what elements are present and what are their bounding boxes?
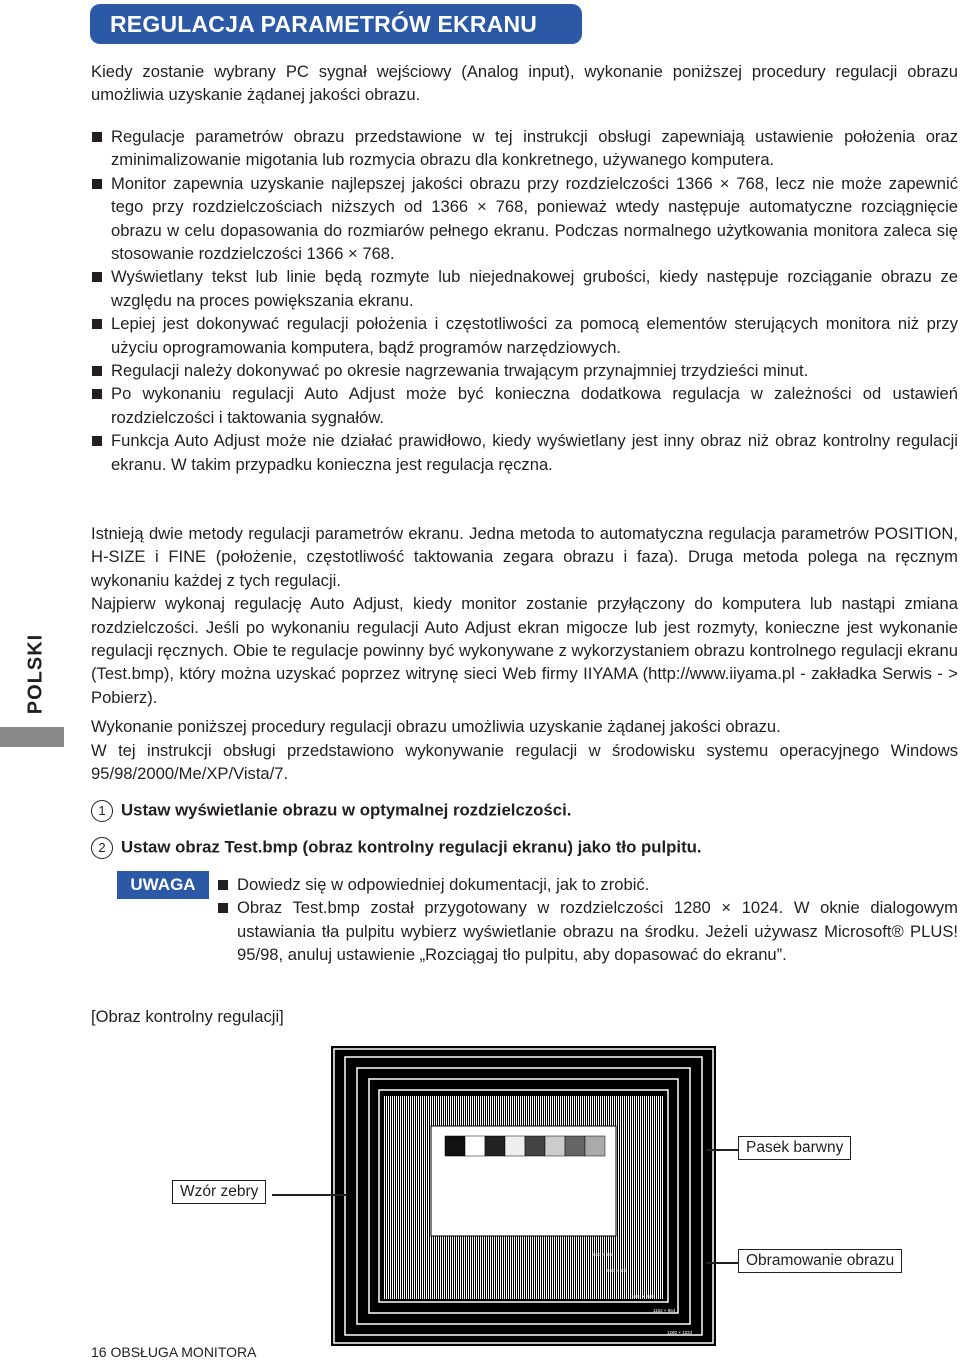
intro-paragraph [91,60,958,107]
list-item-text: Funkcja Auto Adjust może nie działać prawidłowo, kiedy wyświetlany jest inny obraz niż obraz kontrolny regulacji ekranu. W takim przypadku konieczna jest regulacja ręczna. [111,431,958,474]
windows-paragraph: W tej instrukcji obsługi przedstawiono wykonywanie regulacji w środowisku systemu operacyjnego Windows 95/98/2000/Me/XP/Vista/7. [91,740,958,784]
resolution-tag: 1280 × 1024 [667,1330,693,1335]
test-pattern-image [331,1046,716,1346]
resolution-tag: 800 × 600 [607,1268,628,1273]
color-bar-leader-line [706,1149,738,1151]
gray-swatch [545,1136,565,1156]
language-tab-bar [0,727,64,747]
list-item [217,873,958,896]
note-list-container [217,873,958,967]
gray-swatch [465,1136,485,1156]
language-tab-label: POLSKI [24,633,47,715]
gray-swatch [505,1136,525,1156]
list-item-text: Monitor zapewnia uzyskanie najlepszej jakości obrazu przy rozdzielczości 1366 × 768, lecz nie może zapewnić tego przy rozdzielczościach niższych od 1366 × 768, ponieważ wtedy następuje automatyczne rozciągnięcie obrazu w celu dopasowania do rozmiarów pełnego ekranu. Podczas normalnego użytkowania monitora zaleca się stosowanie rozdzielczości 1366 × 768. [111,173,958,264]
square-bullet-icon [218,880,228,890]
list-item [91,172,958,266]
square-bullet-icon [92,389,102,399]
list-item-text: Regulacje parametrów obrazu przedstawione w tej instrukcji obsługi zapewniają ustawienie położenia oraz zminimalizowanie migotania lub rozmycia obrazu dla konkretnego, używanego komputera. [111,127,958,170]
step-number-circle: 2 [91,837,113,859]
step-text: Ustaw wyświetlanie obrazu w optymalnej rozdzielczości. [121,800,572,820]
list-item-text: Dowiedz się w odpowiedniej dokumentacji, jak to zrobić. [237,875,650,894]
gray-swatch [565,1136,585,1156]
list-item [217,896,958,966]
methods-section [91,522,958,785]
list-item-text: Regulacji należy dokonywać po okresie nagrzewania trwającym przynajmniej trzydzieści minut. [111,361,809,381]
notes-list [91,125,958,476]
list-item [91,429,958,476]
notes-list-container [91,125,958,476]
frame-leader-line [706,1262,738,1264]
page-title: REGULACJA PARAMETRÓW EKRANU [90,4,582,44]
resolution-tag: 640 × 480 [593,1252,614,1257]
square-bullet-icon [218,903,228,913]
list-item-text: Wyświetlany tekst lub linie będą rozmyte lub niejednakowej grubości, kiedy następuje rozciąganie obrazu ze względu na proces powiększania ekranu. [111,267,958,310]
square-bullet-icon [92,272,102,282]
square-bullet-icon [92,179,102,189]
list-item-text: Po wykonaniu regulacji Auto Adjust może być konieczna dodatkowa regulacja w zależności od ustawień rozdzielczości i taktowania sygnałów. [111,384,958,427]
list-item-text: Lepiej jest dokonywać regulacji położenia i częstotliwości za pomocą elementów sterujących monitora niż przy użyciu oprogramowania komputera, bądź programów narzędziowych. [111,314,958,357]
step-number-circle: 1 [91,800,113,822]
gray-swatch [585,1136,605,1156]
gray-swatch [525,1136,545,1156]
intro-text: Kiedy zostanie wybrany PC sygnał wejściowy (Analog input), wykonanie poniższej procedury regulacji obrazu umożliwia uzyskanie żądanej jakości obrazu. [91,62,958,105]
step-2 [91,837,702,859]
list-item [91,125,958,172]
frame-label: Obramowanie obrazu [738,1249,902,1273]
square-bullet-icon [92,132,102,142]
list-item [91,359,958,382]
list-item [91,382,958,429]
list-item-text: Obraz Test.bmp został przygotowany w rozdzielczości 1280 × 1024. W oknie dialogowym ustawiania tła pulpitu wybierz wyświetlanie obrazu na środku. Jeżeli używasz Microsoft® PLUS! 95/98, anuluj ustawienie „Rozciągaj tło pulpitu, aby dopasować do ekranu”. [237,898,958,965]
step-1 [91,800,571,822]
auto-adjust-paragraph: Najpierw wykonaj regulację Auto Adjust, kiedy monitor zostanie przyłączony do komputera lub nastąpi zmiana rozdzielczości. Jeśli po wykonaniu regulacji Auto Adjust ekran migocze lub jest rozmyty, konieczne jest wykonanie regulacji ręcznych. Obie te regulacje powinny być wykonywane z wykorzystaniem obrazu kontrolnego regulacji ekranu (Test.bmp), który można uzyskać poprzez witrynę sieci Web firmy IIYAMA (http://www.iiyama.pl - zakładka Serwis - > Pobierz). [91,594,958,707]
list-item [91,265,958,312]
resolution-tag: 1152 × 864 [653,1308,676,1313]
list-item [91,312,958,359]
procedure-paragraph: Wykonanie poniższej procedury regulacji obrazu umożliwia uzyskanie żądanej jakości obrazu. [91,717,781,737]
resolution-tag: 1024 × 768 [631,1294,654,1299]
note-list [217,873,958,967]
note-badge: UWAGA [117,871,209,899]
zebra-label: Wzór zebry [172,1180,266,1204]
gray-swatch [485,1136,505,1156]
square-bullet-icon [92,319,102,329]
step-text: Ustaw obraz Test.bmp (obraz kontrolny regulacji ekranu) jako tło pulpitu. [121,837,702,857]
figure-caption: [Obraz kontrolny regulacji] [91,1007,284,1026]
gray-swatch [445,1136,465,1156]
square-bullet-icon [92,366,102,376]
zebra-leader-line [272,1194,347,1196]
color-bar-label: Pasek barwny [738,1136,851,1160]
square-bullet-icon [92,436,102,446]
methods-paragraph: Istnieją dwie metody regulacji parametrów ekranu. Jedna metoda to automatyczna regulacja parametrów POSITION, H-SIZE i FINE (położenie, częstotliwość taktowania zegara obrazu i faza). Druga metoda polega na ręcznym wykonaniu każdej z tych regulacji. [91,524,958,590]
page-footer: 16 OBSŁUGA MONITORA [91,1344,257,1360]
